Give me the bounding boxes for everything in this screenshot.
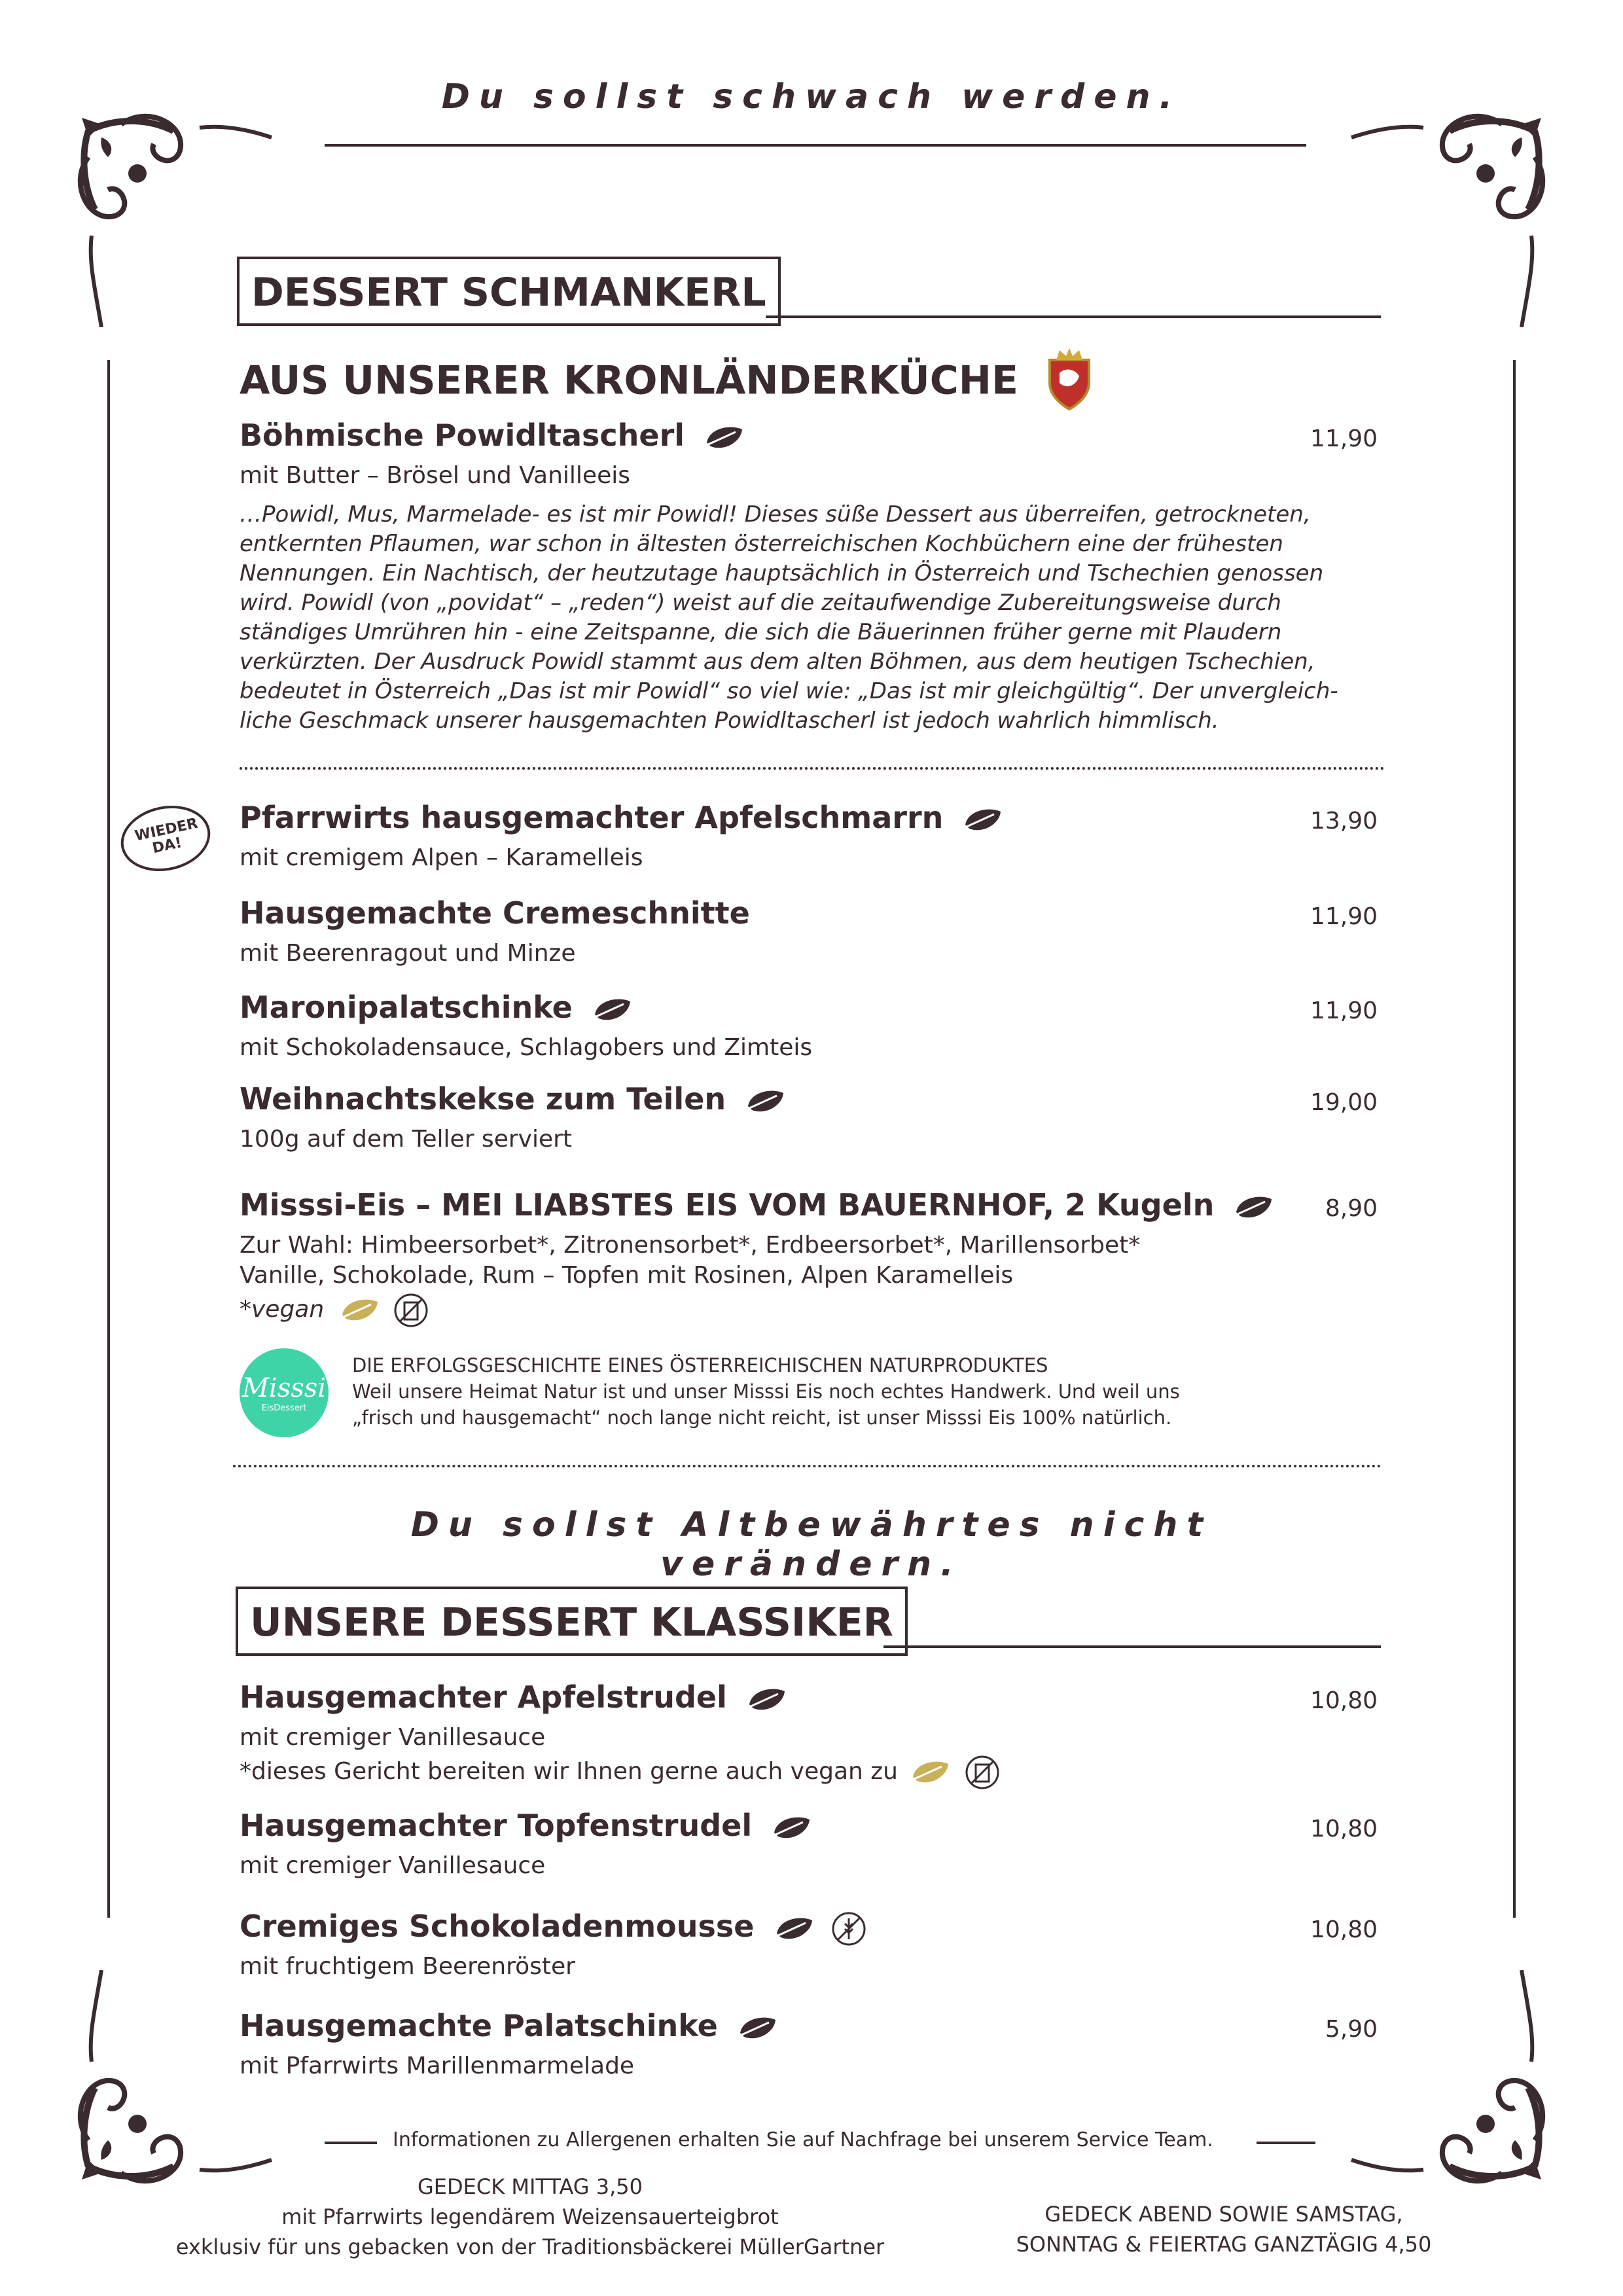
item-price: 19,00 bbox=[1310, 1089, 1378, 1116]
item-name: Hausgemachter Apfelstrudel bbox=[240, 1679, 727, 1715]
item-desc: mit Pfarrwirts Marillenmarmelade bbox=[240, 2053, 635, 2079]
leaf-icon bbox=[747, 1685, 789, 1715]
story-line: Nennungen. Ein Nachtisch, der heutzutage hauptsächlich in Österreich und Tschechien genossen bbox=[240, 560, 1324, 586]
item-price: 10,80 bbox=[1310, 1816, 1378, 1842]
item-desc: mit cremiger Vanillesauce bbox=[240, 1852, 546, 1879]
story-line: verkürzten. Der Ausdruck Powidl stammt aus dem alten Böhmen, aus dem heutigen Tschechien, bbox=[240, 649, 1315, 675]
subtitle-text: AUS UNSERER KRONLÄNDERKÜCHE bbox=[240, 357, 1019, 404]
section-rule-1 bbox=[766, 315, 1381, 318]
item-desc: mit fruchtigem Beerenröster bbox=[240, 1953, 575, 1980]
dotted-divider bbox=[233, 1465, 1382, 1467]
item-name: Maronipalatschinke bbox=[240, 990, 573, 1025]
dotted-divider bbox=[240, 767, 1385, 770]
item-name: Cremiges Schokoladenmousse bbox=[240, 1909, 755, 1944]
subtitle-kronlaender bbox=[240, 353, 1099, 412]
gedeck-line: mit Pfarrwirts legendärem Weizensauerteigbrot bbox=[281, 2204, 779, 2229]
item-powidltascherl bbox=[240, 418, 746, 453]
allergen-note: Informationen zu Allergenen erhalten Sie auf Nachfrage bei unserem Service Team. bbox=[393, 2128, 1213, 2151]
item-price: 11,90 bbox=[1310, 903, 1378, 930]
gluten-free-icon bbox=[830, 1910, 867, 1947]
vegan-label: *vegan bbox=[240, 1296, 325, 1323]
frame-left bbox=[107, 360, 110, 1918]
gedeck-abend bbox=[955, 2199, 1492, 2259]
leaf-icon bbox=[745, 1086, 787, 1117]
item-desc: mit cremigem Alpen – Karamelleis bbox=[240, 844, 643, 871]
leaf-icon bbox=[592, 995, 634, 1025]
powidl-story bbox=[240, 500, 1496, 736]
lactose-free-icon bbox=[393, 1292, 429, 1329]
misssi-logo-text: Misssi bbox=[241, 1373, 327, 1403]
misssi-logo bbox=[240, 1348, 329, 1437]
crest-icon bbox=[1040, 347, 1099, 412]
allergen-rule-left bbox=[325, 2142, 377, 2144]
gedeck-line: exklusiv für uns gebacken von der Traditionsbäckerei MüllerGartner bbox=[175, 2234, 885, 2259]
item-apfelstrudel bbox=[240, 1679, 789, 1715]
story-line: liche Geschmack unserer hausgemachten Powidltascherl ist jedoch wahrlich himmlisch. bbox=[240, 708, 1219, 734]
item-name: Weihnachtskekse zum Teilen bbox=[240, 1081, 726, 1117]
lactose-free-icon bbox=[964, 1754, 1001, 1791]
misssi-line: Weil unsere Heimat Natur ist und unser Misssi Eis noch echtes Handwerk. Und weil uns bbox=[352, 1380, 1180, 1403]
section-title-klassiker: UNSERE DESSERT KLASSIKER bbox=[236, 1587, 908, 1656]
slogan-top: Du sollst schwach werden. bbox=[441, 77, 1182, 117]
item-desc: mit cremiger Vanillesauce bbox=[240, 1724, 546, 1751]
leaf-icon bbox=[963, 805, 1005, 835]
item-price: 10,80 bbox=[1310, 1916, 1378, 1943]
item-weihnachtskekse bbox=[240, 1081, 787, 1117]
item-price: 8,90 bbox=[1325, 1195, 1378, 1222]
misssi-line: „frisch und hausgemacht“ noch lange nicht reicht, ist unser Misssi Eis 100% natürlich. bbox=[352, 1407, 1172, 1429]
item-desc: mit Beerenragout und Minze bbox=[240, 940, 576, 967]
frame-right bbox=[1513, 360, 1516, 1918]
item-name: Hausgemachter Topfenstrudel bbox=[240, 1808, 753, 1843]
allergen-rule-right bbox=[1257, 2142, 1315, 2144]
item-name: Hausgemachte Cremeschnitte bbox=[240, 895, 750, 931]
story-line: …Powidl, Mus, Marmelade- es ist mir Powidl! Dieses süße Dessert aus überreifen, getrockneten, bbox=[240, 501, 1311, 528]
story-line: entkernten Pflaumen, war schon in ältesten österreichischen Kochbüchern eine der frühesten bbox=[240, 531, 1283, 557]
item-desc: Vanille, Schokolade, Rum – Topfen mit Rosinen, Alpen Karamelleis bbox=[240, 1262, 1014, 1289]
item-palatschinke bbox=[240, 2008, 779, 2043]
badge-text: WIEDER DA! bbox=[133, 815, 200, 857]
item-topfenstrudel bbox=[240, 1808, 813, 1843]
vegan-note bbox=[240, 1292, 429, 1329]
misssi-logo-sub: EisDessert bbox=[261, 1403, 307, 1413]
item-name: Pfarrwirts hausgemachter Apfelschmarrn bbox=[240, 800, 944, 835]
gedeck-line: SONNTAG & FEIERTAG GANZTÄGIG 4,50 bbox=[1016, 2232, 1432, 2257]
misssi-info bbox=[352, 1352, 1180, 1431]
leaf-icon bbox=[738, 2013, 779, 2043]
slogan-middle: Du sollst Altbewährtes nicht verändern. bbox=[410, 1505, 1213, 1584]
item-desc: Zur Wahl: Himbeersorbet*, Zitronensorbet*, Erdbeersorbet*, Marillensorbet* bbox=[240, 1232, 1141, 1259]
item-price: 13,90 bbox=[1310, 808, 1378, 834]
item-name: Hausgemachte Palatschinke bbox=[240, 2008, 718, 2043]
item-name: Böhmische Powidltascherl bbox=[240, 418, 685, 453]
item-price: 5,90 bbox=[1325, 2016, 1378, 2043]
gedeck-mittag bbox=[124, 2172, 936, 2262]
story-line: wird. Powidl (von „povidat“ – „reden“) weist auf die zeitaufwendige Zubereitungsweise durch bbox=[240, 590, 1281, 616]
item-apfelschmarrn bbox=[240, 800, 1005, 835]
item-maronipalatschinke bbox=[240, 990, 634, 1025]
item-desc: mit Butter – Brösel und Vanilleeis bbox=[240, 462, 630, 489]
vegan-leaf-icon bbox=[910, 1757, 952, 1787]
section-title-schmankerl: DESSERT SCHMANKERL bbox=[237, 257, 781, 326]
leaf-icon bbox=[704, 423, 746, 453]
item-price: 11,90 bbox=[1310, 997, 1378, 1024]
vegan-hint bbox=[240, 1754, 1001, 1791]
section-rule-2 bbox=[883, 1645, 1381, 1648]
gedeck-line: GEDECK MITTAG 3,50 bbox=[417, 2174, 643, 2199]
story-line: bedeutet in Österreich „Das ist mir Powidl“ so viel wie: „Das ist mir gleichgültig“. Der unvergleich- bbox=[240, 678, 1338, 704]
item-desc: mit Schokoladensauce, Schlagobers und Zimteis bbox=[240, 1034, 813, 1061]
wieder-da-badge bbox=[115, 798, 216, 880]
item-schokoladenmousse bbox=[240, 1909, 867, 1947]
leaf-icon bbox=[774, 1914, 816, 1944]
vegan-hint-text: *dieses Gericht bereiten wir Ihnen gerne auch vegan zu bbox=[240, 1758, 898, 1785]
ornament-bottom-right-icon bbox=[1332, 1970, 1548, 2186]
leaf-icon bbox=[772, 1813, 813, 1843]
item-misssi-eis bbox=[240, 1187, 1275, 1223]
slogan-underline bbox=[325, 144, 1306, 147]
item-price: 11,90 bbox=[1310, 425, 1378, 452]
vegan-leaf-icon bbox=[340, 1295, 382, 1325]
gedeck-line: GEDECK ABEND SOWIE SAMSTAG, bbox=[1044, 2202, 1403, 2227]
item-price: 10,80 bbox=[1310, 1687, 1378, 1714]
ornament-top-right-icon bbox=[1332, 111, 1548, 327]
item-name: Misssi-Eis – MEI LIABSTES EIS VOM BAUERNHOF, 2 Kugeln bbox=[240, 1187, 1215, 1223]
item-desc: 100g auf dem Teller serviert bbox=[240, 1126, 573, 1153]
story-line: ständiges Umrühren hin - eine Zeitspanne, die sich die Bäuerinnen früher gerne mit Plaudern bbox=[240, 619, 1282, 645]
item-cremeschnitte bbox=[240, 895, 750, 931]
misssi-line: DIE ERFOLGSGESCHICHTE EINES ÖSTERREICHISCHEN NATURPRODUKTES bbox=[352, 1354, 1048, 1376]
